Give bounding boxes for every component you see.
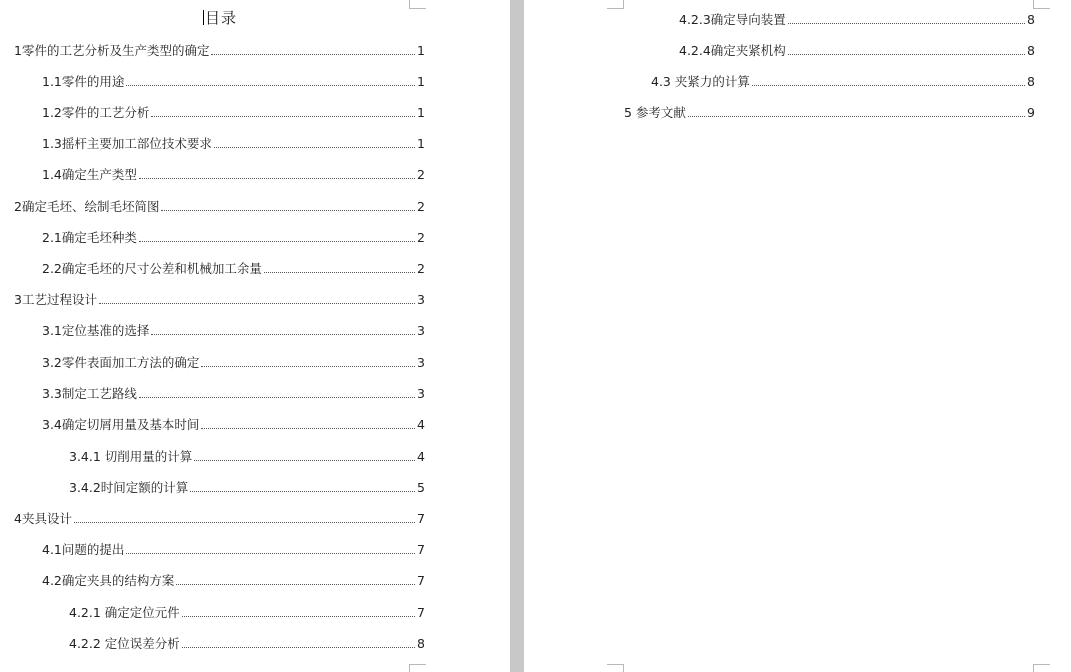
toc-entry-text: 4.3 夹紧力的计算 <box>651 74 750 89</box>
toc-page-number: 3 <box>417 386 425 401</box>
toc-entry-1-1[interactable] <box>42 72 425 90</box>
toc-entry-text: 4.2.4确定夹紧机构 <box>679 43 786 58</box>
toc-page-number: 1 <box>417 105 425 120</box>
toc-page-number: 7 <box>417 573 425 588</box>
toc-entry-text: 3.3制定工艺路线 <box>42 386 137 401</box>
toc-entry-2[interactable] <box>14 197 425 215</box>
toc-page-number: 2 <box>417 167 425 182</box>
toc-entry-text: 4.2.1 确定定位元件 <box>69 605 180 620</box>
toc-entry-text: 1.3摇杆主要加工部位技术要求 <box>42 136 212 151</box>
toc-page-number: 5 <box>417 480 425 495</box>
text-cursor <box>203 10 204 25</box>
toc-leader-dots <box>126 553 415 554</box>
toc-leader-dots <box>788 23 1025 24</box>
toc-leader-dots <box>139 178 415 179</box>
toc-entry-1-2[interactable] <box>42 103 425 121</box>
crop-mark <box>1033 0 1050 9</box>
toc-entry-3-4[interactable] <box>42 415 425 433</box>
toc-leader-dots <box>126 85 415 86</box>
toc-leader-dots <box>161 210 415 211</box>
toc-entry-1-3[interactable] <box>42 134 425 152</box>
toc-entry-4-2[interactable] <box>42 571 425 589</box>
toc-entry-3-2[interactable] <box>42 353 425 371</box>
toc-leader-dots <box>201 366 415 367</box>
toc-page-number: 3 <box>417 292 425 307</box>
toc-leader-dots <box>176 584 415 585</box>
toc-entry-text: 3.4.2时间定额的计算 <box>69 480 189 495</box>
toc-entry-text: 3工艺过程设计 <box>14 292 97 307</box>
toc-title[interactable] <box>0 8 440 28</box>
toc-entry-4[interactable] <box>14 509 425 527</box>
toc-entry-1-4[interactable] <box>42 165 425 183</box>
toc-entry-4-2-3[interactable] <box>679 10 1035 28</box>
toc-page-number: 8 <box>1027 74 1035 89</box>
toc-leader-dots <box>264 272 415 273</box>
crop-mark <box>409 664 426 672</box>
toc-leader-dots <box>214 147 415 148</box>
toc-entry-3-4-1[interactable] <box>69 447 425 465</box>
crop-mark <box>1033 664 1050 672</box>
toc-page-number: 1 <box>417 136 425 151</box>
document-page-right <box>524 0 1071 672</box>
toc-page-number: 1 <box>417 74 425 89</box>
toc-entry-text: 2确定毛坯、绘制毛坯简图 <box>14 199 160 214</box>
toc-page-number: 7 <box>417 511 425 526</box>
toc-page-number: 7 <box>417 605 425 620</box>
toc-entry-text: 4.2.3确定导向装置 <box>679 12 786 27</box>
toc-page-number: 4 <box>417 449 425 464</box>
toc-entry-text: 1.1零件的用途 <box>42 74 125 89</box>
toc-leader-dots <box>99 303 415 304</box>
toc-page-number: 8 <box>1027 12 1035 27</box>
toc-page-number: 1 <box>417 43 425 58</box>
toc-entry-text: 3.4.1 切削用量的计算 <box>69 449 193 464</box>
toc-page-number: 8 <box>1027 43 1035 58</box>
toc-entry-2-1[interactable] <box>42 228 425 246</box>
toc-entry-3-1[interactable] <box>42 321 425 339</box>
toc-leader-dots <box>190 491 415 492</box>
toc-entry-text: 5 参考文献 <box>624 105 686 120</box>
toc-entry-1[interactable] <box>14 41 425 59</box>
toc-entry-3-4-2[interactable] <box>69 478 425 496</box>
toc-leader-dots <box>688 116 1025 117</box>
toc-leader-dots <box>151 334 415 335</box>
toc-leader-dots <box>139 241 415 242</box>
toc-leader-dots <box>788 54 1025 55</box>
toc-entry-5[interactable] <box>624 103 1035 121</box>
toc-page-number: 7 <box>417 542 425 557</box>
toc-entry-text: 4夹具设计 <box>14 511 72 526</box>
toc-page-number: 3 <box>417 355 425 370</box>
crop-mark <box>607 0 624 9</box>
toc-leader-dots <box>151 116 415 117</box>
toc-entry-text: 3.1定位基准的选择 <box>42 323 150 338</box>
toc-entry-text: 2.2确定毛坯的尺寸公差和机械加工余量 <box>42 261 262 276</box>
toc-page-number: 4 <box>417 417 425 432</box>
toc-entry-text: 1零件的工艺分析及生产类型的确定 <box>14 43 210 58</box>
crop-mark <box>607 664 624 672</box>
toc-leader-dots <box>752 85 1025 86</box>
toc-page-number: 3 <box>417 323 425 338</box>
toc-entry-3[interactable] <box>14 290 425 308</box>
toc-entry-text: 1.2零件的工艺分析 <box>42 105 150 120</box>
toc-page-number: 2 <box>417 230 425 245</box>
toc-title-text: 目录 <box>204 9 237 27</box>
toc-leader-dots <box>74 522 415 523</box>
toc-entry-4-3[interactable] <box>651 72 1035 90</box>
toc-entry-4-1[interactable] <box>42 540 425 558</box>
toc-entry-4-2-2[interactable] <box>69 634 425 652</box>
page-gutter-bar <box>510 0 524 672</box>
toc-page-number: 8 <box>417 636 425 651</box>
toc-leader-dots <box>194 460 415 461</box>
toc-page-number: 2 <box>417 199 425 214</box>
toc-entry-text: 3.4确定切屑用量及基本时间 <box>42 417 200 432</box>
toc-entry-text: 4.2确定夹具的结构方案 <box>42 573 175 588</box>
toc-leader-dots <box>139 397 415 398</box>
toc-entry-text: 4.1问题的提出 <box>42 542 125 557</box>
toc-page-number: 2 <box>417 261 425 276</box>
toc-leader-dots <box>201 428 415 429</box>
toc-entry-text: 1.4确定生产类型 <box>42 167 137 182</box>
toc-entry-2-2[interactable] <box>42 259 425 277</box>
toc-entry-text: 3.2零件表面加工方法的确定 <box>42 355 200 370</box>
toc-leader-dots <box>182 616 415 617</box>
toc-entry-text: 2.1确定毛坯种类 <box>42 230 137 245</box>
toc-entry-4-2-1[interactable] <box>69 603 425 621</box>
toc-entry-3-3[interactable] <box>42 384 425 402</box>
toc-leader-dots <box>182 647 415 648</box>
document-page-left <box>0 0 509 672</box>
toc-page-number: 9 <box>1027 105 1035 120</box>
toc-entry-text: 4.2.2 定位误差分析 <box>69 636 180 651</box>
toc-entry-4-2-4[interactable] <box>679 41 1035 59</box>
toc-leader-dots <box>211 54 415 55</box>
